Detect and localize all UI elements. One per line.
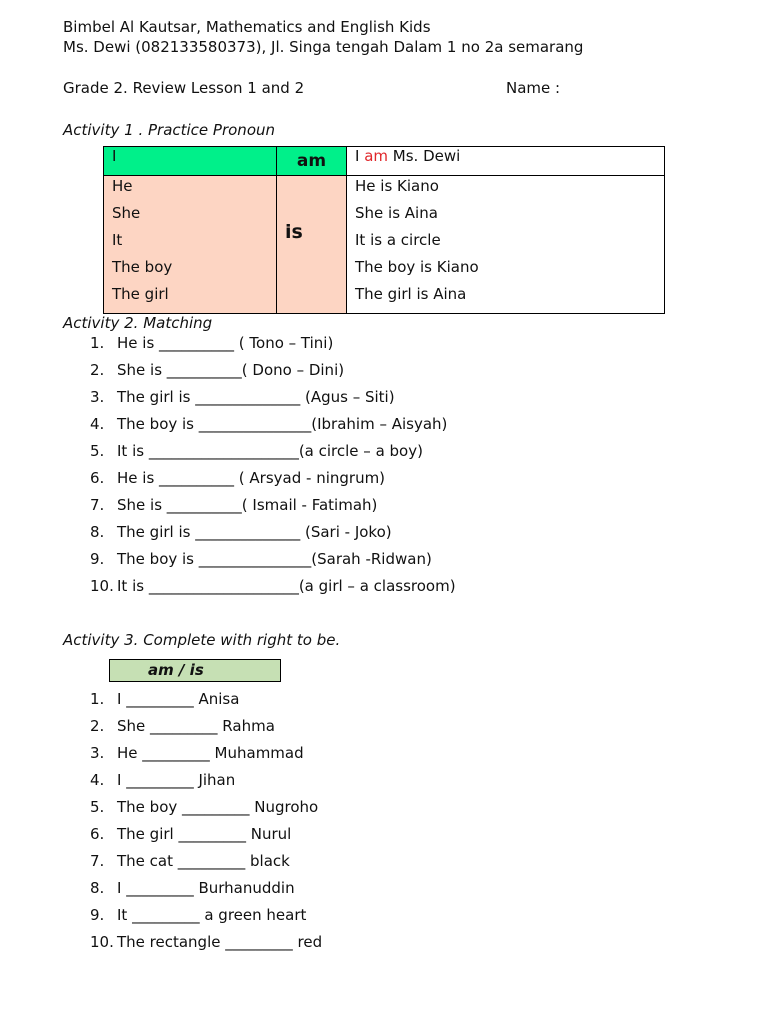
item-number: 5. [90,798,105,816]
list-item [90,879,322,906]
list-item [90,690,322,717]
item-number: 2. [90,717,105,735]
item-number: 4. [90,415,105,433]
item-number: 2. [90,361,105,379]
list-item [90,717,322,744]
example-he: He is Kiano [355,177,439,195]
item-text: The cat _________ black [117,852,290,870]
list-item [90,906,322,933]
list-item [90,388,456,415]
example-she: She is Aina [355,204,438,222]
pronoun-it: It [112,231,123,249]
example-i [347,147,664,165]
name-label: Name : [506,79,561,97]
item-number: 5. [90,442,105,460]
pronoun-the-girl: The girl [112,285,169,303]
list-item [90,469,456,496]
list-item [90,361,456,388]
item-number: 6. [90,825,105,843]
list-item [90,523,456,550]
pronoun-row-i [104,147,665,176]
header-school: Bimbel Al Kautsar, Mathematics and English Kids [63,18,431,36]
grade-title: Grade 2. Review Lesson 1 and 2 [63,79,305,97]
pronoun-i-cell [104,147,277,176]
item-text: She _________ Rahma [117,717,275,735]
pronoun-the-boy: The boy [112,258,173,276]
list-item [90,496,456,523]
example-the-boy: The boy is Kiano [355,258,479,276]
pronoun-row-is [104,176,665,314]
header-contact: Ms. Dewi (082133580373), Jl. Singa tengah Dalam 1 no 2a semarang [63,38,584,56]
item-text: I _________ Burhanuddin [117,879,295,897]
item-text: The boy _________ Nugroho [117,798,319,816]
activity2-title: Activity 2. Matching [63,314,213,332]
item-number: 6. [90,469,105,487]
verb-is: is [285,221,303,243]
list-item [90,577,456,604]
example-i-cell [347,147,665,176]
item-text: It is ____________________(a girl – a classroom) [117,577,456,595]
verb-is-cell [277,176,347,314]
item-text: He is __________ ( Arsyad - ningrum) [117,469,386,487]
item-text: She is __________( Ismail - Fatimah) [117,496,378,514]
item-number: 9. [90,906,105,924]
list-item [90,415,456,442]
item-number: 9. [90,550,105,568]
item-number: 1. [90,334,105,352]
item-text: The girl is ______________ (Sari - Joko) [117,523,392,541]
pronoun-he: He [112,177,133,195]
item-text: The rectangle _________ red [117,933,323,951]
item-text: He _________ Muhammad [117,744,304,762]
activity3-list [90,690,322,960]
activity1-title: Activity 1 . Practice Pronoun [63,121,276,139]
list-item [90,798,322,825]
verb-am: am [296,151,327,171]
example-i-verb: am [364,147,389,165]
item-text: It is ____________________(a circle – a boy) [117,442,423,460]
example-it: It is a circle [355,231,441,249]
item-number: 8. [90,879,105,897]
item-number: 7. [90,496,105,514]
pronoun-i: I [112,147,117,165]
item-text: I _________ Anisa [117,690,240,708]
example-list-cell [347,176,665,314]
list-item [90,442,456,469]
item-text: I _________ Jihan [117,771,236,789]
item-number: 3. [90,744,105,762]
item-number: 10. [90,933,114,951]
list-item [90,334,456,361]
item-text: The girl _________ Nurul [117,825,292,843]
list-item [90,825,322,852]
example-i-suffix: Ms. Dewi [388,147,461,165]
pronoun-list-cell [104,176,277,314]
item-number: 1. [90,690,105,708]
pronoun-she: She [112,204,141,222]
item-number: 3. [90,388,105,406]
list-item [90,550,456,577]
item-number: 4. [90,771,105,789]
pronoun-table [103,146,665,314]
list-item [90,744,322,771]
list-item [90,933,322,960]
am-is-label: am / is [148,661,204,679]
item-text: The boy is _______________(Ibrahim – Aisyah) [117,415,448,433]
item-text: The girl is ______________ (Agus – Siti) [117,388,395,406]
verb-am-cell [277,147,347,176]
item-text: She is __________( Dono – Dini) [117,361,345,379]
activity2-list [90,334,456,604]
activity3-title: Activity 3. Complete with right to be. [63,631,341,649]
item-number: 8. [90,523,105,541]
item-text: It _________ a green heart [117,906,307,924]
example-i-prefix: I [355,147,365,165]
am-is-box [109,659,281,682]
item-text: The boy is _______________(Sarah -Ridwan) [117,550,432,568]
example-the-girl: The girl is Aina [355,285,467,303]
item-text: He is __________ ( Tono – Tini) [117,334,334,352]
list-item [90,771,322,798]
list-item [90,852,322,879]
item-number: 7. [90,852,105,870]
item-number: 10. [90,577,114,595]
